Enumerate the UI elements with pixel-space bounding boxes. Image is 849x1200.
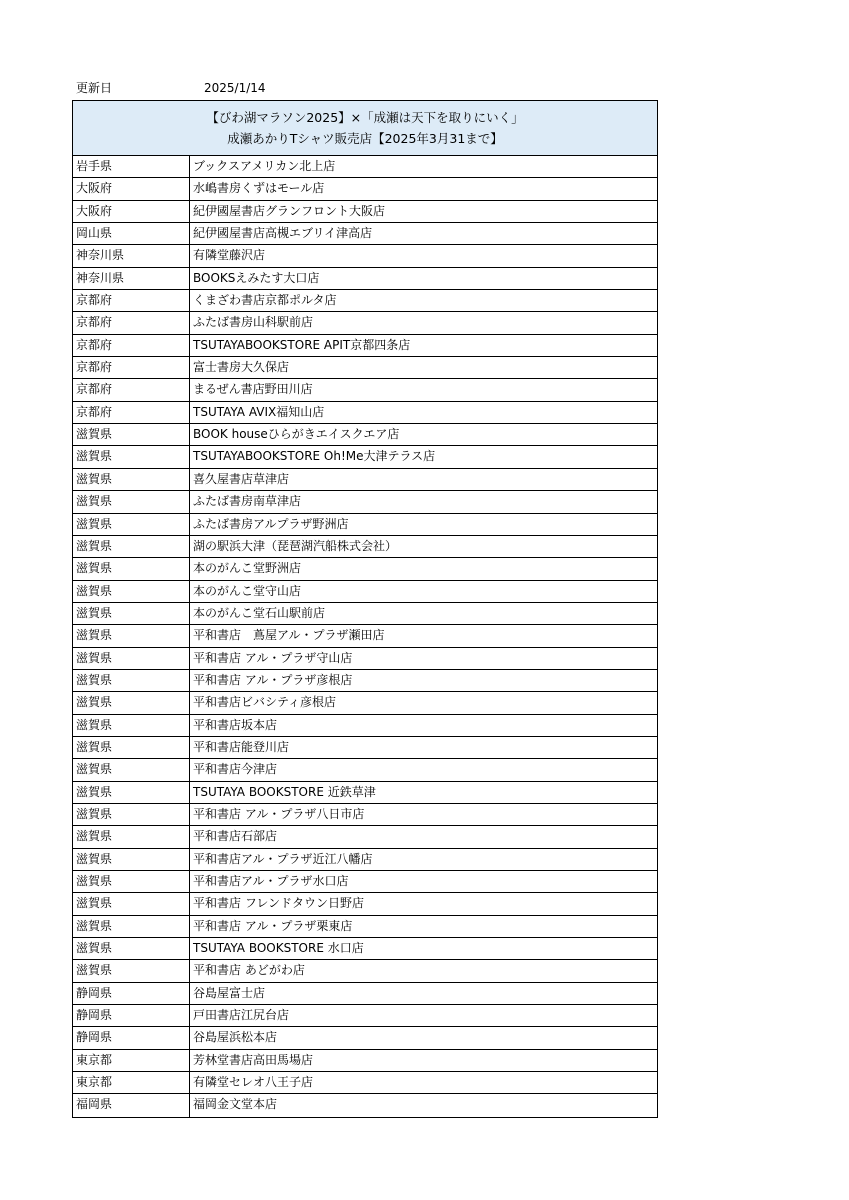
table-row xyxy=(73,737,657,759)
title-line-1: 【びわ湖マラソン2025】×「成瀬は天下を取りにいく」 xyxy=(206,110,524,125)
table-row xyxy=(73,156,657,178)
store-name-cell: 平和書店 フレンドタウン日野店 xyxy=(193,896,365,911)
prefecture-cell: 京都府 xyxy=(73,335,190,356)
prefecture-cell: 滋賀県 xyxy=(73,938,190,959)
table-row xyxy=(73,201,657,223)
table-row xyxy=(73,1005,657,1027)
table-row xyxy=(73,245,657,267)
store-name-cell: 芳林堂書店高田馬場店 xyxy=(193,1052,314,1067)
store-name-cell: 富士書房大久保店 xyxy=(193,360,290,375)
table-row xyxy=(73,335,657,357)
store-name-cell: 平和書店 あどがわ店 xyxy=(193,963,305,978)
prefecture-cell: 滋賀県 xyxy=(73,893,190,914)
prefecture-cell: 東京都 xyxy=(73,1072,190,1093)
table-row xyxy=(73,514,657,536)
prefecture-cell: 滋賀県 xyxy=(73,469,190,490)
store-name-cell: 福岡金文堂本店 xyxy=(193,1097,278,1112)
prefecture-cell: 滋賀県 xyxy=(73,849,190,870)
prefecture-cell: 東京都 xyxy=(73,1050,190,1071)
store-name-cell: 本のがんこ堂野洲店 xyxy=(193,561,302,576)
prefecture-cell: 滋賀県 xyxy=(73,603,190,624)
table-row xyxy=(73,469,657,491)
prefecture-cell: 滋賀県 xyxy=(73,581,190,602)
table-row xyxy=(73,938,657,960)
prefecture-cell: 京都府 xyxy=(73,312,190,333)
store-name-cell: 平和書店アル・プラザ近江八幡店 xyxy=(193,851,373,866)
table-row xyxy=(73,290,657,312)
table-row xyxy=(73,983,657,1005)
title-line-2: 成瀬あかりTシャツ販売店【2025年3月31まで】 xyxy=(227,131,503,146)
table-row xyxy=(73,715,657,737)
prefecture-cell: 滋賀県 xyxy=(73,514,190,535)
prefecture-cell: 滋賀県 xyxy=(73,715,190,736)
table-row xyxy=(73,804,657,826)
table-row xyxy=(73,1094,657,1116)
table-row xyxy=(73,1072,657,1094)
store-name-cell: ふたば書房南草津店 xyxy=(193,494,302,509)
store-name-cell: 平和書店石部店 xyxy=(193,829,278,844)
table-row xyxy=(73,491,657,513)
store-name-cell: 本のがんこ堂守山店 xyxy=(193,583,302,598)
table-row xyxy=(73,603,657,625)
store-name-cell: BOOK houseひらがきエイスクエア店 xyxy=(193,427,400,442)
store-name-cell: TSUTAYA AVIX福知山店 xyxy=(193,404,325,419)
store-name-cell: くまざわ書店京都ポルタ店 xyxy=(193,293,337,308)
store-name-cell: 谷島屋浜松本店 xyxy=(193,1030,278,1045)
prefecture-cell: 大阪府 xyxy=(73,178,190,199)
store-name-cell: 平和書店 アル・プラザ栗東店 xyxy=(193,918,353,933)
prefecture-cell: 滋賀県 xyxy=(73,916,190,937)
prefecture-cell: 滋賀県 xyxy=(73,759,190,780)
store-name-cell: 平和書店 アル・プラザ八日市店 xyxy=(193,806,365,821)
store-name-cell: ふたば書房山科駅前店 xyxy=(193,315,314,330)
table-title xyxy=(73,101,657,156)
store-name-cell: 湖の駅浜大津（琵琶湖汽船株式会社） xyxy=(193,538,398,553)
store-name-cell: TSUTAYABOOKSTORE Oh!Me大津テラス店 xyxy=(193,449,436,464)
table-row xyxy=(73,581,657,603)
table-row xyxy=(73,759,657,781)
prefecture-cell: 滋賀県 xyxy=(73,648,190,669)
table-row xyxy=(73,379,657,401)
prefecture-cell: 静岡県 xyxy=(73,1005,190,1026)
store-rows xyxy=(73,156,657,1117)
table-row xyxy=(73,424,657,446)
prefecture-cell: 滋賀県 xyxy=(73,826,190,847)
store-name-cell: 平和書店能登川店 xyxy=(193,739,290,754)
table-row xyxy=(73,268,657,290)
prefecture-cell: 京都府 xyxy=(73,402,190,423)
store-name-cell: 平和書店今津店 xyxy=(193,762,278,777)
prefecture-cell: 滋賀県 xyxy=(73,558,190,579)
store-name-cell: 平和書店アル・プラザ水口店 xyxy=(193,874,349,888)
prefecture-cell: 岡山県 xyxy=(73,223,190,244)
store-name-cell: 平和書店坂本店 xyxy=(193,717,278,732)
prefecture-cell: 京都府 xyxy=(73,357,190,378)
store-name-cell: 紀伊國屋書店グランフロント大阪店 xyxy=(193,203,386,218)
store-name-cell: 喜久屋書店草津店 xyxy=(193,471,290,486)
table-row xyxy=(73,826,657,848)
update-label: 更新日 xyxy=(76,81,113,95)
prefecture-cell: 滋賀県 xyxy=(73,960,190,981)
prefecture-cell: 滋賀県 xyxy=(73,737,190,758)
prefecture-cell: 滋賀県 xyxy=(73,804,190,825)
prefecture-cell: 滋賀県 xyxy=(73,871,190,892)
table-row xyxy=(73,960,657,982)
table-row xyxy=(73,312,657,334)
store-table xyxy=(72,100,658,1118)
table-row xyxy=(73,1027,657,1049)
prefecture-cell: 京都府 xyxy=(73,290,190,311)
table-row xyxy=(73,648,657,670)
prefecture-cell: 神奈川県 xyxy=(73,268,190,289)
prefecture-cell: 滋賀県 xyxy=(73,424,190,445)
table-row xyxy=(73,782,657,804)
store-name-cell: 有隣堂セレオ八王子店 xyxy=(193,1075,314,1090)
prefecture-cell: 滋賀県 xyxy=(73,625,190,646)
store-name-cell: TSUTAYA BOOKSTORE 水口店 xyxy=(193,941,364,956)
store-name-cell: 平和書店ビバシティ彦根店 xyxy=(193,695,337,710)
prefecture-cell: 滋賀県 xyxy=(73,782,190,803)
store-name-cell: BOOKSえみたす大口店 xyxy=(193,270,320,285)
prefecture-cell: 福岡県 xyxy=(73,1094,190,1116)
store-name-cell: 谷島屋富士店 xyxy=(193,985,266,1000)
store-name-cell: 平和書店 アル・プラザ守山店 xyxy=(193,650,353,665)
store-name-cell: 有隣堂藤沢店 xyxy=(193,248,266,263)
table-row xyxy=(73,178,657,200)
update-date: 2025/1/14 xyxy=(204,81,266,95)
table-row xyxy=(73,223,657,245)
table-row xyxy=(73,849,657,871)
prefecture-cell: 滋賀県 xyxy=(73,670,190,691)
store-name-cell: 平和書店 蔦屋アル・プラザ瀬田店 xyxy=(193,628,385,643)
prefecture-cell: 大阪府 xyxy=(73,201,190,222)
table-row xyxy=(73,670,657,692)
prefecture-cell: 滋賀県 xyxy=(73,692,190,713)
store-name-cell: まるぜん書店野田川店 xyxy=(193,382,313,397)
prefecture-cell: 岩手県 xyxy=(73,156,190,177)
table-row xyxy=(73,357,657,379)
prefecture-cell: 京都府 xyxy=(73,379,190,400)
table-row xyxy=(73,1050,657,1072)
prefecture-cell: 滋賀県 xyxy=(73,446,190,467)
store-name-cell: ブックスアメリカン北上店 xyxy=(193,159,336,173)
store-name-cell: 水嶋書房くずはモール店 xyxy=(193,181,325,196)
table-row xyxy=(73,625,657,647)
table-row xyxy=(73,558,657,580)
store-name-cell: 紀伊國屋書店高槻エブリイ津高店 xyxy=(193,226,373,241)
store-name-cell: 本のがんこ堂石山駅前店 xyxy=(193,605,326,620)
prefecture-cell: 静岡県 xyxy=(73,983,190,1004)
table-row xyxy=(73,692,657,714)
table-row xyxy=(73,871,657,893)
table-row xyxy=(73,446,657,468)
store-name-cell: 平和書店 アル・プラザ彦根店 xyxy=(193,672,353,687)
store-name-cell: 戸田書店江尻台店 xyxy=(193,1008,290,1023)
store-name-cell: TSUTAYABOOKSTORE APIT京都四条店 xyxy=(193,337,411,352)
table-row xyxy=(73,893,657,915)
table-row xyxy=(73,536,657,558)
store-name-cell: ふたば書房アルプラザ野洲店 xyxy=(193,516,349,531)
table-row xyxy=(73,402,657,424)
prefecture-cell: 滋賀県 xyxy=(73,536,190,557)
prefecture-cell: 神奈川県 xyxy=(73,245,190,266)
prefecture-cell: 静岡県 xyxy=(73,1027,190,1048)
store-name-cell: TSUTAYA BOOKSTORE 近鉄草津 xyxy=(193,784,376,799)
table-row xyxy=(73,916,657,938)
prefecture-cell: 滋賀県 xyxy=(73,491,190,512)
